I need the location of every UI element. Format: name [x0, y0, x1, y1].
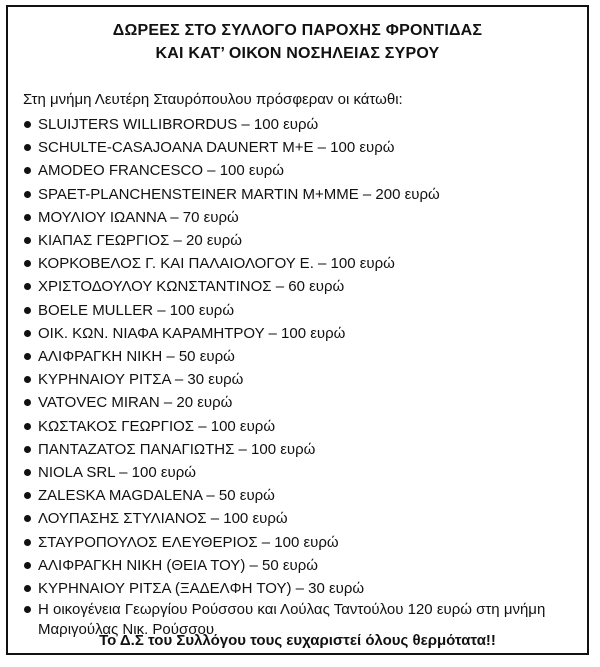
bullet-icon — [24, 260, 31, 267]
bullet-icon — [24, 562, 31, 569]
bullet-icon — [24, 121, 31, 128]
donation-item — [22, 159, 582, 182]
donation-item — [22, 554, 582, 577]
donation-item — [22, 136, 582, 159]
donation-text: Η οικογένεια Γεωργίου Ρούσσου και Λούλας Ταντούλου 120 ευρώ στη μνήμη Μαριγούλας Νικ. Ρούσσου — [38, 601, 546, 639]
donation-text: ΑΛΙΦΡΑΓΚΗ ΝΙΚΗ – 50 ευρώ — [38, 348, 235, 366]
donation-text: ΚΩΣΤΑΚΟΣ ΓΕΩΡΓΙΟΣ – 100 ευρώ — [38, 417, 276, 435]
donation-item — [22, 299, 582, 322]
bullet-icon — [24, 376, 31, 383]
donation-item — [22, 438, 582, 461]
bullet-icon — [24, 330, 31, 337]
donation-text: ΚΥΡΗΝΑΙΟΥ ΡΙΤΣΑ (ΞΑΔΕΛΦΗ ΤΟΥ) – 30 ευρώ — [38, 580, 365, 598]
donation-item — [22, 484, 582, 507]
notice-frame — [6, 5, 589, 655]
bullet-icon — [24, 307, 31, 314]
intro-text: Στη μνήμη Λευτέρη Σταυρόπουλου πρόσφεραν οι κάτωθι: — [23, 91, 403, 108]
donation-item — [22, 531, 582, 554]
title-line-2: ΚΑΙ ΚΑΤ’ ΟΙΚΟΝ ΝΟΣΗΛΕΙΑΣ ΣΥΡΟΥ — [155, 45, 440, 62]
donation-text: ΜΟΥΛΙΟΥ ΙΩΑΝΝΑ – 70 ευρώ — [38, 208, 239, 226]
donation-item — [22, 345, 582, 368]
donation-text: SCHULTE-CASAJOANA DAUNERT M+E – 100 ευρώ — [38, 139, 395, 157]
donation-text: SPAET-PLANCHENSTEINER MARTIN M+MME – 200 ευρώ — [38, 185, 440, 203]
donation-text: ΚΟΡΚΟΒΕΛΟΣ Γ. ΚΑΙ ΠΑΛΑΙΟΛΟΓΟΥ Ε. – 100 ευρώ — [38, 255, 395, 273]
thank-you-note: Το Δ.Σ του Συλλόγου τους ευχαριστεί όλους θερμότατα!! — [99, 632, 496, 649]
donation-item — [22, 252, 582, 275]
bullet-icon — [24, 237, 31, 244]
donation-text: ΠΑΝΤΑΖΑΤΟΣ ΠΑΝΑΓΙΩΤΗΣ – 100 ευρώ — [38, 440, 316, 458]
bullet-icon — [24, 167, 31, 174]
donation-text: SLUIJTERS WILLIBRORDUS – 100 ευρώ — [38, 116, 319, 133]
bullet-icon — [24, 423, 31, 430]
bullet-icon — [24, 492, 31, 499]
donation-item — [22, 461, 582, 484]
donation-text: AMODEO FRANCESCO – 100 ευρώ — [38, 162, 285, 180]
donation-item — [22, 368, 582, 391]
donation-item — [22, 415, 582, 438]
donation-text: ΧΡΙΣΤΟΔΟΥΛΟΥ ΚΩΝΣΤΑΝΤΙΝΟΣ – 60 ευρώ — [38, 278, 345, 296]
bullet-icon — [24, 515, 31, 522]
donation-item — [22, 275, 582, 298]
bullet-icon — [24, 539, 31, 546]
donation-text: VATOVEC MIRAN – 20 ευρώ — [38, 394, 233, 412]
donation-item — [22, 322, 582, 345]
donation-item — [22, 229, 582, 252]
donation-text: ΑΛΙΦΡΑΓΚΗ ΝΙΚΗ (ΘΕΙΑ ΤΟΥ) – 50 ευρώ — [38, 556, 318, 574]
bullet-icon — [24, 353, 31, 360]
bullet-icon — [24, 214, 31, 221]
title-line-1: ΔΩΡΕΕΣ ΣΤΟ ΣΥΛΛΟΓΟ ΠΑΡΟΧΗΣ ΦΡΟΝΤΙΔΑΣ — [112, 22, 483, 39]
bullet-icon — [24, 446, 31, 453]
bullet-icon — [24, 469, 31, 476]
bullet-icon — [24, 144, 31, 151]
donation-item — [22, 113, 582, 136]
donation-text: ZALESKA MAGDALENA – 50 ευρώ — [38, 487, 275, 505]
donation-text: ΛΟΥΠΑΣΗΣ ΣΤΥΛΙΑΝΟΣ – 100 ευρώ — [38, 510, 288, 528]
donation-list — [22, 113, 582, 640]
bullet-icon — [24, 399, 31, 406]
donation-text: BOELE MULLER – 100 ευρώ — [38, 301, 235, 319]
donation-item — [22, 391, 582, 414]
donation-text: ΣΤΑΥΡΟΠΟΥΛΟΣ ΕΛΕΥΘΕΡΙΟΣ – 100 ευρώ — [38, 533, 339, 551]
bullet-icon — [24, 283, 31, 290]
donation-item — [22, 206, 582, 229]
donation-text: ΟΙΚ. ΚΩΝ. ΝΙΑΦΑ ΚΑΡΑΜΗΤΡΟΥ – 100 ευρώ — [38, 324, 346, 342]
donation-text: ΚΙΑΠΑΣ ΓΕΩΡΓΙΟΣ – 20 ευρώ — [38, 232, 242, 250]
bullet-icon — [24, 585, 31, 592]
bullet-icon — [24, 191, 31, 198]
donation-item — [22, 507, 582, 530]
bullet-icon — [24, 606, 31, 613]
donation-text: ΚΥΡΗΝΑΙΟΥ ΡΙΤΣΑ – 30 ευρώ — [38, 371, 244, 389]
donation-text: NIOLA SRL – 100 ευρώ — [38, 464, 196, 482]
donation-item — [22, 183, 582, 206]
donation-item — [22, 577, 582, 600]
notice-title — [8, 19, 587, 65]
